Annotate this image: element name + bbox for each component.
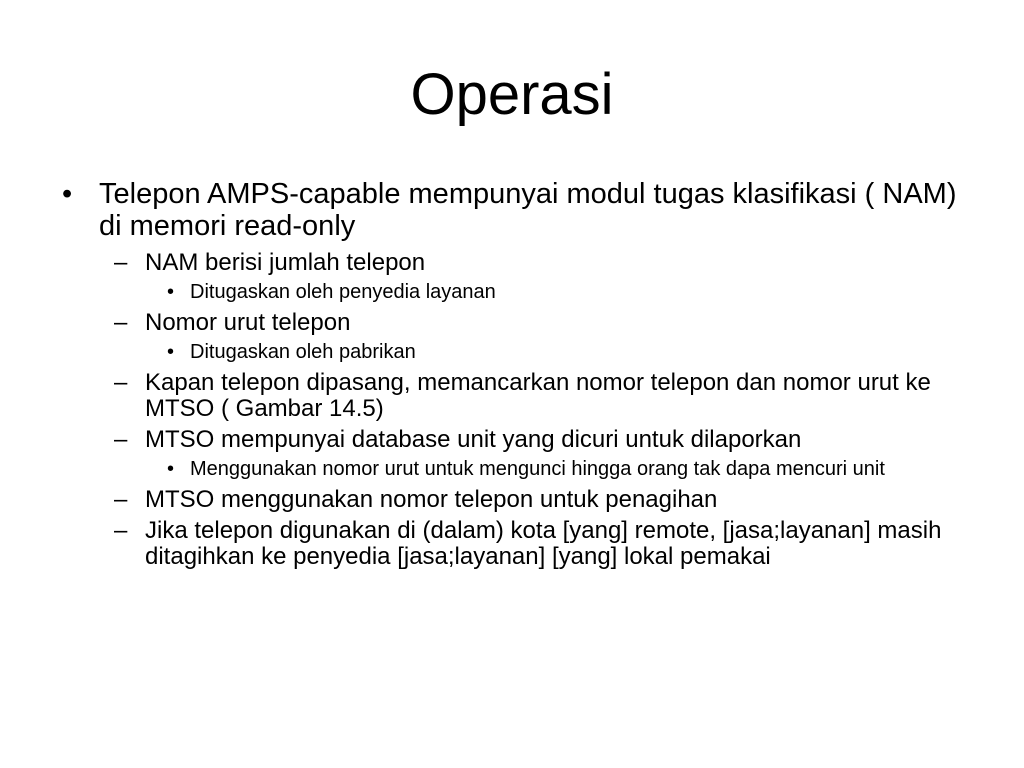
sub-bullet-text: Nomor urut telepon — [145, 309, 351, 336]
sub-bullet-item — [0, 370, 1024, 422]
bullet-item — [0, 178, 1024, 242]
sub-bullet-item — [0, 310, 1024, 336]
bullet-marker: • — [62, 178, 73, 210]
sub-sub-bullet-item — [0, 458, 1024, 481]
dash-marker: – — [114, 369, 128, 396]
dash-marker: – — [114, 426, 128, 453]
sub-bullet-text: MTSO menggunakan nomor telepon untuk penagihan — [145, 486, 718, 513]
sub-bullet-text: NAM berisi jumlah telepon — [145, 249, 426, 276]
sub-bullet-text: MTSO mempunyai database unit yang dicuri untuk dilaporkan — [145, 426, 802, 453]
slide-title: Operasi — [410, 62, 614, 127]
dash-marker: – — [114, 517, 128, 544]
sub-sub-bullet-item — [0, 281, 1024, 304]
bullet-marker: • — [167, 281, 175, 303]
sub-bullet-text: Jika telepon digunakan di (dalam) kota [yang] remote, [jasa;layanan] masih ditagihkan ke penyedia [jasa;layanan] [yang] lokal pemakai — [145, 517, 942, 570]
slide-body — [0, 178, 1024, 575]
sub-sub-bullet-text: Ditugaskan oleh pabrikan — [190, 341, 416, 363]
sub-bullet-item — [0, 518, 1024, 570]
sub-bullet-item — [0, 250, 1024, 276]
sub-bullet-text: Kapan telepon dipasang, memancarkan nomor telepon dan nomor urut ke MTSO ( Gambar 14.5) — [145, 369, 931, 422]
dash-marker: – — [114, 309, 128, 336]
sub-bullet-item — [0, 427, 1024, 453]
bullet-text: Telepon AMPS-capable mempunyai modul tugas klasifikasi ( NAM) di memori read-only — [99, 178, 957, 242]
bullet-marker: • — [167, 458, 175, 480]
dash-marker: – — [114, 249, 128, 276]
sub-sub-bullet-item — [0, 341, 1024, 364]
bullet-marker: • — [167, 341, 175, 363]
sub-sub-bullet-text: Menggunakan nomor urut untuk mengunci hingga orang tak dapa mencuri unit — [190, 458, 885, 480]
dash-marker: – — [114, 486, 128, 513]
sub-bullet-item — [0, 487, 1024, 513]
sub-sub-bullet-text: Ditugaskan oleh penyedia layanan — [190, 281, 496, 303]
